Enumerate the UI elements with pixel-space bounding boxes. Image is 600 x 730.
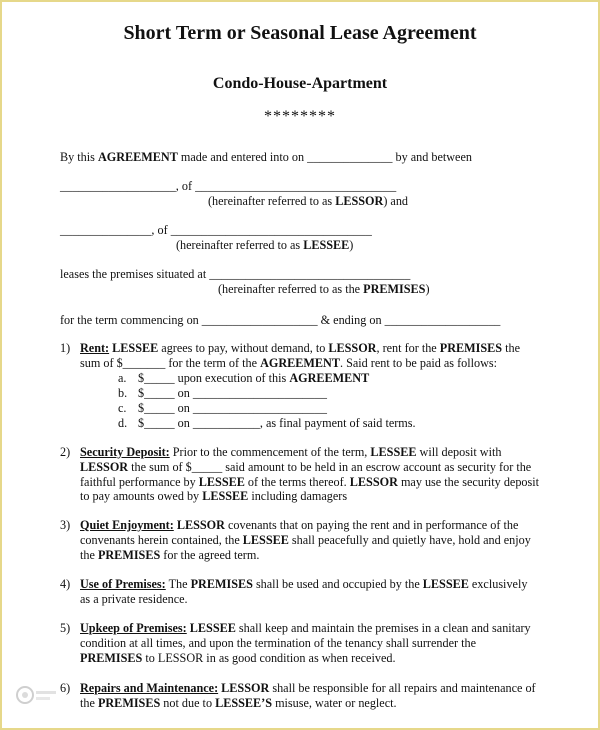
section-bold: PREMISES (97, 547, 161, 562)
watermark-logo-icon (14, 684, 60, 706)
section-number: 3) (60, 518, 71, 532)
section-rent (60, 341, 540, 371)
section-text: of the terms thereof. (244, 474, 350, 489)
section-bold: LESSEE (422, 577, 469, 591)
intro-line-2: ___________________, of _________________________________ (60, 179, 397, 193)
intro-line-5 (176, 238, 353, 253)
section-number: 1) (60, 341, 71, 355)
section-text: . Said rent to be paid as follows: (339, 355, 498, 370)
section-text: shall peacefully and quietly have, hold and enjoy the (80, 532, 531, 562)
section-text: The (165, 577, 191, 591)
section-heading: Use of Premises: (80, 577, 166, 591)
section-bold: LESSEE (112, 341, 159, 355)
section-text: including damagers (248, 489, 348, 504)
rent-item-d (118, 416, 416, 431)
section-heading: Quiet Enjoyment: (80, 518, 174, 532)
section-bold: PREMISES (439, 341, 503, 355)
section-body (80, 681, 540, 711)
item-letter: c. (118, 401, 127, 415)
section-text: may use the security deposit to pay amounts owed by (80, 474, 540, 504)
document-title: Short Term or Seasonal Lease Agreement (123, 22, 477, 44)
section-text: , rent for the (376, 341, 440, 355)
intro-text: ) and (383, 194, 409, 208)
intro-text: made and entered into on ______________ by and between (177, 150, 472, 164)
section-body (80, 518, 540, 562)
section-bold: LESSEE (202, 489, 249, 504)
section-text: covenants that on paying the rent and in performance of the convenants herein contained, the (80, 518, 519, 547)
section-bold: LESSOR (80, 459, 129, 474)
item-letter: b. (118, 386, 128, 400)
section-text: the sum of $_______ for the term of the (80, 341, 521, 370)
section-body (80, 445, 540, 504)
section-body (80, 577, 540, 607)
item-text: $_____ upon execution of this (138, 371, 290, 385)
document-subtitle: Condo-House-Apartment (212, 75, 388, 92)
section-use-of-premises (60, 577, 540, 607)
separator-stars: ******** (264, 108, 336, 125)
section-text: for the agreed term. (160, 547, 260, 562)
intro-bold: LESSEE (303, 238, 350, 252)
section-text: to LESSOR in as good condition as when received. (142, 650, 396, 665)
section-text: shall keep and maintain the premises in a clean and sanitary condition at all times, and upon the termination of the tenancy shall surrender the (80, 621, 531, 650)
intro-text: ) (425, 282, 430, 296)
section-number: 4) (60, 577, 71, 591)
section-text: misuse, water or neglect. (272, 695, 397, 710)
section-number: 2) (60, 445, 71, 459)
intro-line-7 (218, 282, 430, 297)
intro-line-8: for the term commencing on ___________________ & ending on ___________________ (60, 313, 501, 327)
intro-bold: LESSOR (335, 194, 384, 208)
section-number: 5) (60, 621, 71, 635)
intro-line-1 (60, 150, 472, 165)
intro-text: (hereinafter referred to as (176, 238, 304, 252)
intro-text: (hereinafter referred to as (208, 194, 336, 208)
rent-item-a (118, 371, 369, 386)
section-text: exclusively as a private residence. (80, 577, 528, 606)
section-quiet-enjoyment (60, 518, 540, 562)
item-text: $_____ on ______________________ (138, 386, 327, 400)
section-bold: LESSEE (370, 445, 417, 459)
section-bold: LESSOR (221, 681, 270, 695)
item-bold: AGREEMENT (289, 371, 370, 385)
intro-line-3 (208, 194, 408, 209)
section-text: not due to (160, 695, 216, 710)
item-letter: a. (118, 371, 127, 385)
section-bold: PREMISES (190, 577, 253, 591)
section-bold: AGREEMENT (260, 355, 340, 370)
rent-item-b (118, 386, 327, 401)
section-bold: LESSOR (349, 474, 398, 489)
section-bold: LESSEE (198, 474, 245, 489)
section-bold: LESSOR (328, 341, 377, 355)
section-text: shall be responsible for all repairs and maintenance of the (80, 681, 536, 710)
section-text: the sum of $_____ said amount to be held in an escrow account as security for the faithful performance by (80, 459, 532, 489)
section-security-deposit (60, 445, 540, 504)
section-upkeep-of-premises (60, 621, 540, 665)
section-number: 6) (60, 681, 71, 695)
item-letter: d. (118, 416, 128, 430)
item-text: $_____ on ___________, as final payment of said terms. (138, 416, 416, 430)
intro-bold: AGREEMENT (97, 150, 178, 164)
section-bold: LESSEE’S (215, 695, 273, 710)
section-repairs-and-maintenance (60, 681, 540, 711)
section-body (80, 621, 540, 665)
section-text: agrees to pay, without demand, to (158, 341, 329, 355)
intro-line-4: _______________, of _________________________________ (60, 223, 372, 237)
item-text: $_____ on ______________________ (138, 401, 327, 415)
section-text: will deposit with (416, 445, 502, 459)
rent-item-c (118, 401, 327, 416)
section-heading: Rent: (80, 341, 110, 355)
intro-text: (hereinafter referred to as the (218, 282, 364, 296)
section-heading: Repairs and Maintenance: (80, 681, 219, 695)
intro-bold: PREMISES (363, 282, 426, 296)
section-bold: PREMISES (80, 650, 143, 665)
section-bold: LESSEE (242, 532, 289, 547)
intro-line-6: leases the premises situated at _________________________________ (60, 267, 411, 281)
section-bold: LESSOR (176, 518, 225, 532)
section-text: Prior to the commencement of the term, (169, 445, 371, 459)
section-bold: LESSEE (189, 621, 236, 635)
section-heading: Security Deposit: (80, 445, 170, 459)
intro-text: By this (60, 150, 98, 164)
intro-text: ) (349, 238, 354, 252)
section-bold: PREMISES (97, 695, 161, 710)
section-heading: Upkeep of Premises: (80, 621, 187, 635)
section-text: shall be used and occupied by the (252, 577, 423, 591)
section-body (80, 341, 540, 371)
